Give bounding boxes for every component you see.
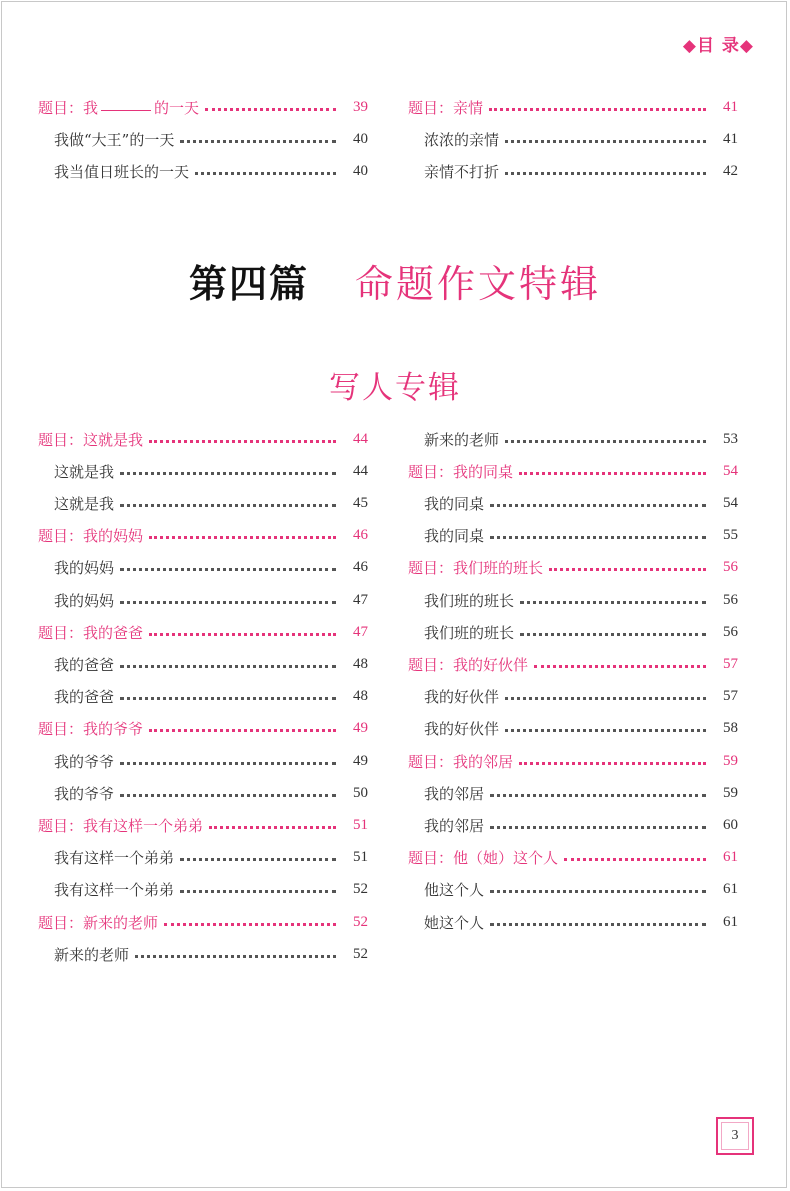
toc-page-number: 47 <box>353 623 368 640</box>
toc-topic-title: 题目：我的邻居 <box>408 752 514 771</box>
toc-item-title: 新来的老师 <box>54 945 130 964</box>
dot-leader <box>120 568 336 571</box>
toc-item-title: 我的爷爷 <box>54 784 115 803</box>
toc-item-row[interactable] <box>408 524 738 548</box>
toc-page-number: 51 <box>353 849 368 866</box>
dot-leader <box>149 729 336 732</box>
dot-leader <box>209 826 336 829</box>
toc-page-number: 57 <box>723 655 738 672</box>
toc-item-row[interactable] <box>38 588 368 612</box>
toc-page-number: 49 <box>353 752 368 769</box>
toc-page-number: 40 <box>353 130 368 147</box>
toc-topic-title: 题目：我有这样一个弟弟 <box>38 816 204 835</box>
toc-page-number: 59 <box>723 752 738 769</box>
toc-item-row[interactable] <box>38 159 368 183</box>
toc-item-row[interactable] <box>38 652 368 676</box>
part-number: 第四篇 <box>188 261 309 306</box>
toc-topic-row[interactable] <box>38 620 368 644</box>
toc-topic-title: 题目：我的好伙伴 <box>408 655 529 674</box>
toc-page-number: 46 <box>353 559 368 576</box>
toc-item-title: 她这个人 <box>424 913 485 932</box>
toc-topic-row[interactable] <box>38 524 368 548</box>
toc-item-title: 我当值日班长的一天 <box>54 162 190 181</box>
toc-topic-title: 题目：新来的老师 <box>38 913 159 932</box>
toc-item-row[interactable] <box>38 781 368 805</box>
dot-leader <box>505 697 706 700</box>
toc-item-row[interactable] <box>408 159 738 183</box>
toc-page-number: 56 <box>723 559 738 576</box>
toc-item-title: 他这个人 <box>424 881 485 900</box>
dot-leader <box>505 140 706 143</box>
toc-topic-title: 题目：我的爸爸 <box>38 623 144 642</box>
toc-topic-row[interactable] <box>408 846 738 870</box>
toc-topic-row[interactable] <box>408 95 738 119</box>
page-number: 3 <box>721 1122 749 1150</box>
toc-item-title: 我的同桌 <box>424 527 485 546</box>
toc-topic-title: 题目：我的同桌 <box>408 462 514 481</box>
dot-leader <box>180 858 336 861</box>
toc-item-row[interactable] <box>38 942 368 966</box>
toc-item-title: 我的爸爸 <box>54 688 115 707</box>
toc-item-title: 我的好伙伴 <box>424 688 500 707</box>
toc-topic-row[interactable] <box>38 95 368 119</box>
toc-item-title: 我们班的班长 <box>424 591 515 610</box>
toc-page-number: 46 <box>353 527 368 544</box>
toc-page-number: 54 <box>723 462 738 479</box>
toc-item-row[interactable] <box>408 127 738 151</box>
toc-item-row[interactable] <box>408 685 738 709</box>
toc-topic-row[interactable] <box>408 749 738 773</box>
toc-item-row[interactable] <box>408 910 738 934</box>
toc-page-number: 53 <box>723 430 738 447</box>
part-name: 命题作文特辑 <box>355 262 602 306</box>
toc-page-number: 51 <box>353 816 368 833</box>
dot-leader <box>534 665 706 668</box>
toc-page-number: 39 <box>353 98 368 115</box>
dot-leader <box>180 890 336 893</box>
dot-leader <box>490 923 706 926</box>
dot-leader <box>520 601 706 604</box>
toc-topic-row[interactable] <box>408 652 738 676</box>
toc-page-number: 56 <box>723 623 738 640</box>
toc-page-number: 50 <box>353 784 368 801</box>
toc-page-number: 60 <box>723 816 738 833</box>
toc-topic-title: 题目：他（她）这个人 <box>408 849 559 868</box>
part-title <box>0 253 790 308</box>
toc-item-title: 我的妈妈 <box>54 559 115 578</box>
toc-topic-row[interactable] <box>38 813 368 837</box>
toc-item-row[interactable] <box>408 813 738 837</box>
dot-leader <box>164 923 336 926</box>
dot-leader <box>519 762 706 765</box>
toc-item-row[interactable] <box>408 717 738 741</box>
toc-item-row[interactable] <box>38 556 368 580</box>
toc-page-number: 44 <box>353 430 368 447</box>
toc-right-column <box>408 427 738 987</box>
toc-page-number: 61 <box>723 913 738 930</box>
top-right-column <box>408 95 738 185</box>
section-title: 写人专辑 <box>329 370 461 406</box>
toc-page-number: 45 <box>353 494 368 511</box>
toc-item-title: 我的爷爷 <box>54 752 115 771</box>
toc-item-row[interactable] <box>38 685 368 709</box>
toc-item-row[interactable] <box>408 878 738 902</box>
toc-page-number: 52 <box>353 881 368 898</box>
toc-topic-title: 题目：我们班的班长 <box>408 559 544 578</box>
toc-page-number: 57 <box>723 688 738 705</box>
toc-page-number: 56 <box>723 591 738 608</box>
toc-topic-row[interactable] <box>38 427 368 451</box>
toc-page-number: 44 <box>353 462 368 479</box>
dot-leader <box>205 108 336 111</box>
toc-page-number: 48 <box>353 655 368 672</box>
dot-leader <box>520 633 706 636</box>
toc-page-number: 42 <box>723 162 738 179</box>
toc-topic-title: 题目：我 的一天 <box>38 98 200 117</box>
toc-topic-title: 题目：我的爷爷 <box>38 720 144 739</box>
toc-item-title: 我有这样一个弟弟 <box>54 849 175 868</box>
dot-leader <box>505 729 706 732</box>
dot-leader <box>120 794 336 797</box>
toc-page-number: 54 <box>723 494 738 511</box>
toc-topic-row[interactable] <box>408 459 738 483</box>
toc-item-title: 浓浓的亲情 <box>424 130 500 149</box>
toc-page-number: 40 <box>353 162 368 179</box>
toc-page-number: 41 <box>723 98 738 115</box>
toc-page-number: 47 <box>353 591 368 608</box>
toc-item-row[interactable] <box>38 491 368 515</box>
toc-topic-title: 题目：我的妈妈 <box>38 527 144 546</box>
dot-leader <box>120 665 336 668</box>
toc-item-title: 亲情不打折 <box>424 162 500 181</box>
toc-page-number: 61 <box>723 881 738 898</box>
toc-page-number: 58 <box>723 720 738 737</box>
dot-leader <box>149 440 336 443</box>
toc-topic-row[interactable] <box>38 717 368 741</box>
toc-item-title: 我的邻居 <box>424 784 485 803</box>
dot-leader <box>149 633 336 636</box>
toc-page-number: 55 <box>723 527 738 544</box>
toc-item-title: 我做“大王”的一天 <box>54 130 175 149</box>
dot-leader <box>489 108 706 111</box>
toc-item-row[interactable] <box>408 491 738 515</box>
toc-item-row[interactable] <box>408 620 738 644</box>
dot-leader <box>120 762 336 765</box>
toc-page-number: 49 <box>353 720 368 737</box>
toc-page-number: 61 <box>723 849 738 866</box>
dot-leader <box>564 858 706 861</box>
dot-leader <box>149 536 336 539</box>
toc-item-row[interactable] <box>38 127 368 151</box>
toc-topic-row[interactable] <box>408 556 738 580</box>
dot-leader <box>549 568 706 571</box>
toc-item-row[interactable] <box>38 878 368 902</box>
toc-topic-title: 题目：这就是我 <box>38 430 144 449</box>
dot-leader <box>135 955 336 958</box>
dot-leader <box>490 826 706 829</box>
toc-item-row[interactable] <box>38 459 368 483</box>
dot-leader <box>120 601 336 604</box>
toc-item-title: 我的好伙伴 <box>424 720 500 739</box>
toc-item-row[interactable] <box>408 427 738 451</box>
toc-page-number: 59 <box>723 784 738 801</box>
toc-item-title: 新来的老师 <box>424 430 500 449</box>
dot-leader <box>180 140 336 143</box>
toc-item-title: 我有这样一个弟弟 <box>54 881 175 900</box>
toc-topic-row[interactable] <box>38 910 368 934</box>
dot-leader <box>490 504 706 507</box>
dot-leader <box>505 172 706 175</box>
dot-leader <box>519 472 706 475</box>
toc-item-title: 我的爸爸 <box>54 655 115 674</box>
page-number-box <box>716 1117 754 1155</box>
toc-topic-title: 题目：亲情 <box>408 98 484 117</box>
fill-in-blank <box>101 110 151 111</box>
dot-leader <box>120 697 336 700</box>
toc-page-number: 41 <box>723 130 738 147</box>
toc-item-title: 我的妈妈 <box>54 591 115 610</box>
dot-leader <box>490 536 706 539</box>
toc-left-column <box>38 427 368 987</box>
dot-leader <box>195 172 336 175</box>
toc-page-number: 48 <box>353 688 368 705</box>
toc-item-row[interactable] <box>38 749 368 773</box>
top-left-column <box>38 95 368 185</box>
dot-leader <box>490 890 706 893</box>
toc-item-title: 我的同桌 <box>424 494 485 513</box>
toc-item-row[interactable] <box>408 781 738 805</box>
toc-page-number: 52 <box>353 913 368 930</box>
toc-item-title: 这就是我 <box>54 462 115 481</box>
toc-item-title: 我的邻居 <box>424 816 485 835</box>
dot-leader <box>120 472 336 475</box>
toc-item-title: 这就是我 <box>54 494 115 513</box>
dot-leader <box>490 794 706 797</box>
toc-header-label: ◆目 录◆ <box>682 36 754 56</box>
dot-leader <box>505 440 706 443</box>
toc-page-number: 52 <box>353 945 368 962</box>
toc-item-title: 我们班的班长 <box>424 623 515 642</box>
toc-item-row[interactable] <box>408 588 738 612</box>
dot-leader <box>120 504 336 507</box>
toc-item-row[interactable] <box>38 846 368 870</box>
